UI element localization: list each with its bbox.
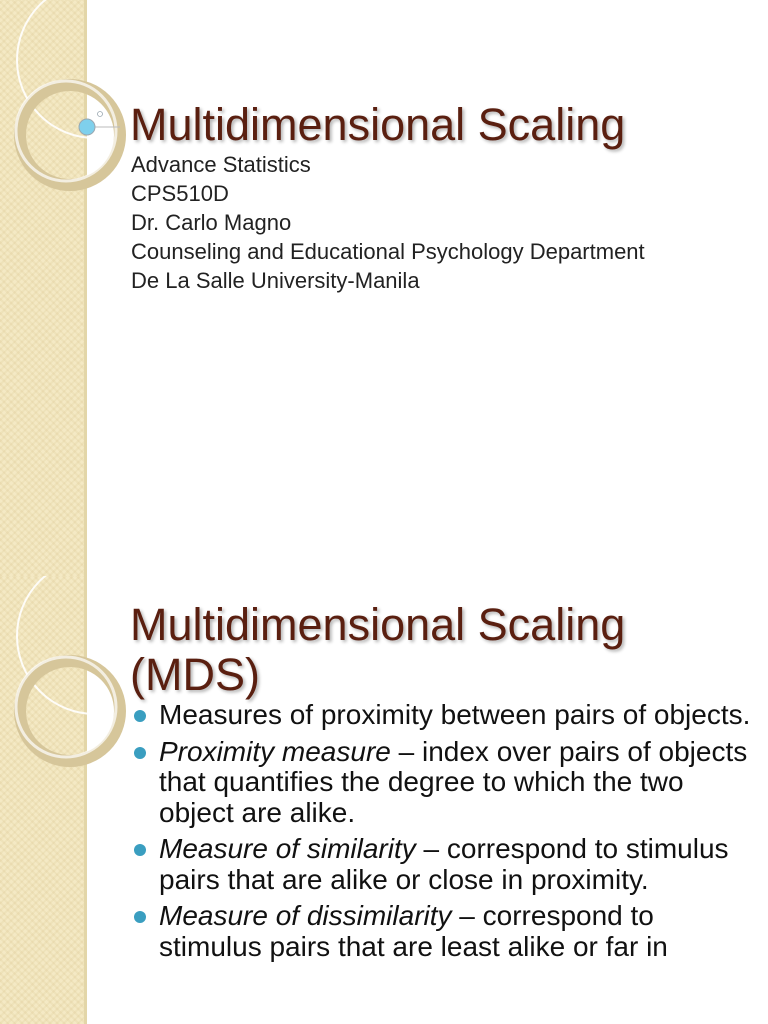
slide-1-subtitle xyxy=(131,150,645,295)
subtitle-line-course: Advance Statistics xyxy=(131,152,311,177)
subtitle-line-code: CPS510D xyxy=(131,181,229,206)
slide-2 xyxy=(0,576,768,1024)
bullet-text: – correspond to stimulus pairs that are least alike or far in xyxy=(159,900,668,962)
bullet-term: Proximity measure xyxy=(159,735,391,767)
bullet-dot-icon xyxy=(134,911,146,923)
subtitle-line-department: Counseling and Educational Psychology Department xyxy=(131,239,645,264)
subtitle-line-university: De La Salle University-Manila xyxy=(131,268,420,293)
slide-2-title-line-2: (MDS) xyxy=(130,649,260,700)
decorative-rings-icon xyxy=(0,0,140,200)
slide-2-title-line-1: Multidimensional Scaling xyxy=(130,599,626,650)
list-item xyxy=(134,834,754,895)
slide-1-title: Multidimensional Scaling xyxy=(130,99,626,150)
list-item xyxy=(134,737,754,829)
decorative-rings-icon xyxy=(0,576,140,776)
list-item xyxy=(134,700,754,731)
bullet-dot-icon xyxy=(134,710,146,722)
slide-2-title xyxy=(130,600,730,700)
bullet-text: – index over pairs of objects that quantifies the degree to which the two object are alike. xyxy=(159,735,748,828)
bullet-dot-icon xyxy=(134,747,146,759)
bullet-term: Measure of similarity xyxy=(159,833,416,864)
subtitle-line-author: Dr. Carlo Magno xyxy=(131,210,292,235)
bullet-text: – correspond to stimulus pairs that are alike or close in proximity. xyxy=(159,833,729,895)
list-item xyxy=(134,901,754,962)
bullet-list xyxy=(134,700,754,968)
bullet-term: Measure of dissimilarity xyxy=(159,900,452,931)
bullet-text: Measures of proximity between pairs of objects. xyxy=(159,699,751,730)
bullet-dot-icon xyxy=(134,844,146,856)
